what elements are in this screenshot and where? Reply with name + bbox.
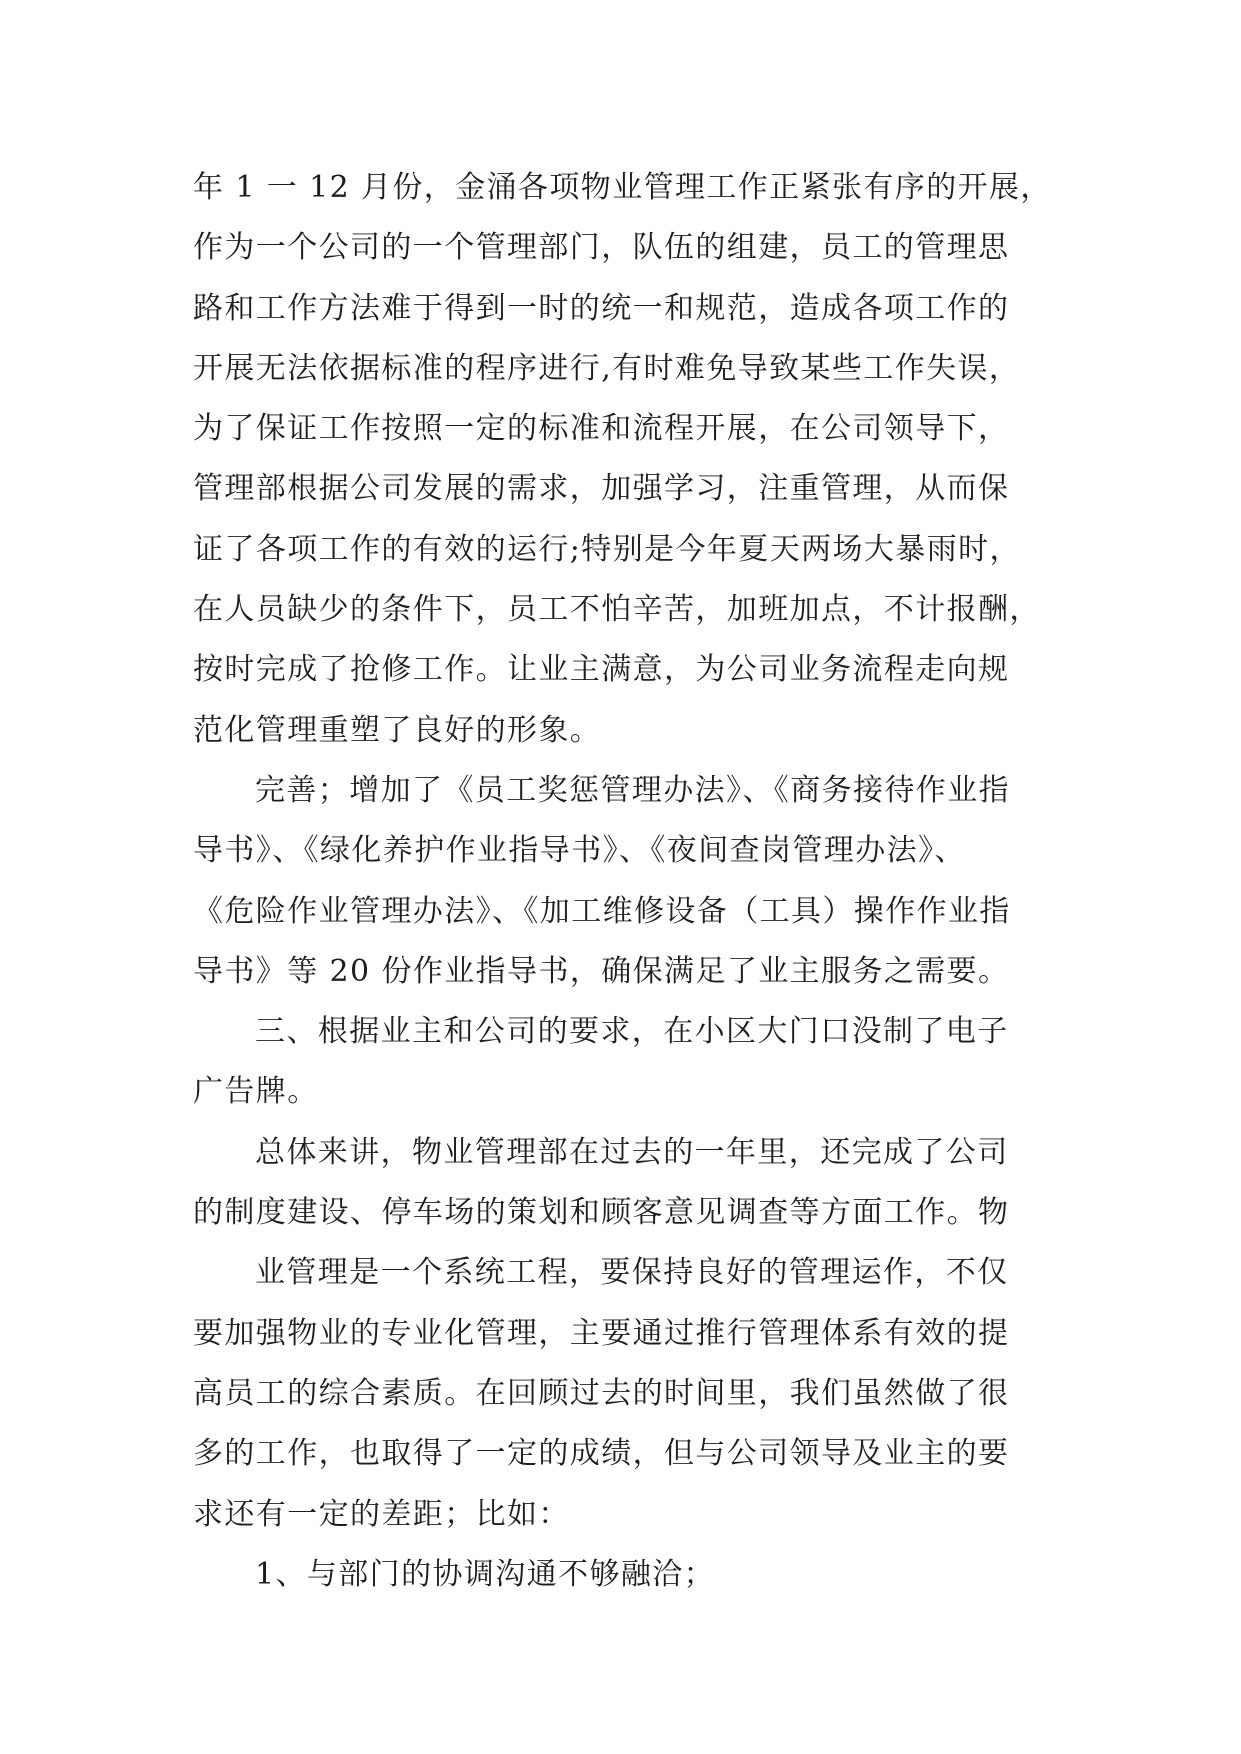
text-line: 求还有一定的差距；比如： [193, 1496, 570, 1532]
text-line: 作为一个公司的一个管理部门，队伍的组建，员工的管理思 [193, 230, 1010, 266]
text-line: 的制度建设、停车场的策划和顾客意见调查等方面工作。物 [193, 1195, 1010, 1231]
text-line: 证了各项工作的有效的运行;特别是今年夏天两场大暴雨时， [193, 531, 1021, 567]
text-line: 管理部根据公司发展的需求，加强学习，注重管理，从而保 [193, 471, 1010, 507]
text-line: 导书》等 20 份作业指导书，确保满足了业主服务之需要。 [193, 953, 1010, 989]
text-line: 路和工作方法难于得到一时的统一和规范，造成各项工作的 [193, 290, 1010, 326]
text-line: 按时完成了抢修工作。让业主满意，为公司业务流程走向规 [193, 652, 1010, 688]
text-line: 高员工的综合素质。在回顾过去的时间里，我们虽然做了很 [193, 1375, 1010, 1411]
text-line: 多的工作，也取得了一定的成绩，但与公司领导及业主的要 [193, 1436, 1010, 1472]
text-line: 广告牌。 [193, 1074, 319, 1110]
paragraph-first-line: 三、根据业主和公司的要求，在小区大门口没制了电子 [255, 1014, 1009, 1050]
document-body [193, 158, 1053, 1605]
paragraph-first-line: 业管理是一个系统工程，要保持良好的管理运作，不仅 [255, 1255, 1009, 1291]
text-line: 在人员缺少的条件下，员工不怕辛苦，加班加点，不计报酬， [193, 592, 1041, 628]
list-item: 1、与部门的协调沟通不够融洽； [255, 1556, 716, 1592]
text-line: 开展无法依据标准的程序进行,有时难免导致某些工作失误， [193, 350, 1021, 386]
text-line: 导书》、《绿化养护作业指导书》、《夜间查岗管理办法》、 [193, 833, 966, 869]
text-line: 范化管理重塑了良好的形象。 [193, 712, 602, 748]
text-line: 年 1 一 12 月份，金涌各项物业管理工作正紧张有序的开展， [193, 170, 1052, 205]
text-line: 《危险作业管理办法》、《加工维修设备（工具）操作作业指 [193, 893, 1011, 929]
paragraph-first-line: 总体来讲，物业管理部在过去的一年里，还完成了公司 [255, 1134, 1009, 1170]
paragraph-first-line: 完善；增加了《员工奖惩管理办法》、《商务接待作业指 [255, 772, 1010, 808]
text-line: 要加强物业的专业化管理，主要通过推行管理体系有效的提 [193, 1315, 1010, 1351]
text-line: 为了保证工作按照一定的标准和流程开展，在公司领导下， [193, 411, 1010, 447]
